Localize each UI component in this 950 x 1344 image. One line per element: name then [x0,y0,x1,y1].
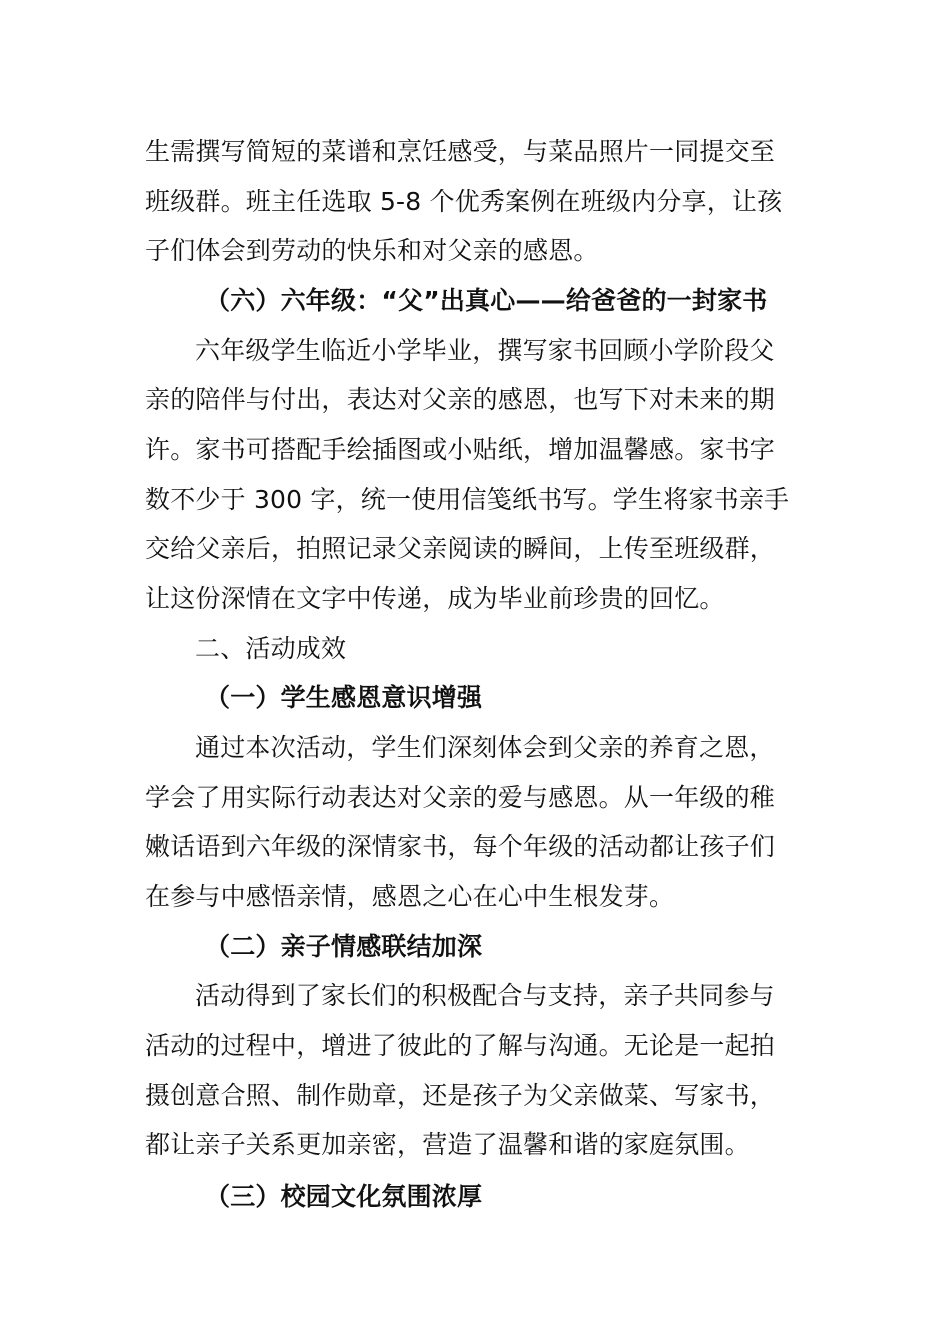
subsection-heading-campus-culture: （三）校园文化氛围浓厚 [205,1182,483,1211]
paragraph-line: 活动的过程中，增进了彼此的了解与沟通。无论是一起拍 [145,1031,776,1060]
paragraph-line: 子们体会到劳动的快乐和对父亲的感恩。 [145,236,599,265]
paragraph-line: 数不少于 300 字，统一使用信笺纸书写。学生将家书亲手 [145,485,790,514]
paragraph-line: 嫩话语到六年级的深情家书，每个年级的活动都让孩子们 [145,832,776,861]
paragraph-line: 交给父亲后，拍照记录父亲阅读的瞬间，上传至班级群， [145,534,776,563]
subsection-heading-parent-child: （二）亲子情感联结加深 [205,932,483,961]
paragraph-line: 许。家书可搭配手绘插图或小贴纸，增加温馨感。家书字 [145,435,776,464]
subsection-heading-gratitude: （一）学生感恩意识增强 [205,683,483,712]
paragraph-line: 班级群。班主任选取 5-8 个优秀案例在班级内分享，让孩 [145,187,783,216]
paragraph-line: 生需撰写简短的菜谱和烹饪感受，与菜品照片一同提交至 [145,137,776,166]
paragraph-line: 通过本次活动，学生们深刻体会到父亲的养育之恩， [195,733,775,762]
paragraph-line: 让这份深情在文字中传递，成为毕业前珍贵的回忆。 [145,584,725,613]
paragraph-line: 六年级学生临近小学毕业，撰写家书回顾小学阶段父 [195,336,775,365]
subsection-heading-grade-six: （六）六年级：“父”出真心——给爸爸的一封家书 [205,286,768,315]
paragraph-line: 活动得到了家长们的积极配合与支持，亲子共同参与 [195,981,775,1010]
paragraph-line: 都让亲子关系更加亲密，营造了温馨和谐的家庭氛围。 [145,1130,750,1159]
paragraph-line: 在参与中感悟亲情，感恩之心在心中生根发芽。 [145,882,675,911]
paragraph-line: 学会了用实际行动表达对父亲的爱与感恩。从一年级的稚 [145,783,776,812]
paragraph-line: 亲的陪伴与付出，表达对父亲的感恩，也写下对未来的期 [145,385,776,414]
section-heading-outcomes: 二、活动成效 [195,634,347,663]
paragraph-line: 摄创意合照、制作勋章，还是孩子为父亲做菜、写家书， [145,1081,776,1110]
